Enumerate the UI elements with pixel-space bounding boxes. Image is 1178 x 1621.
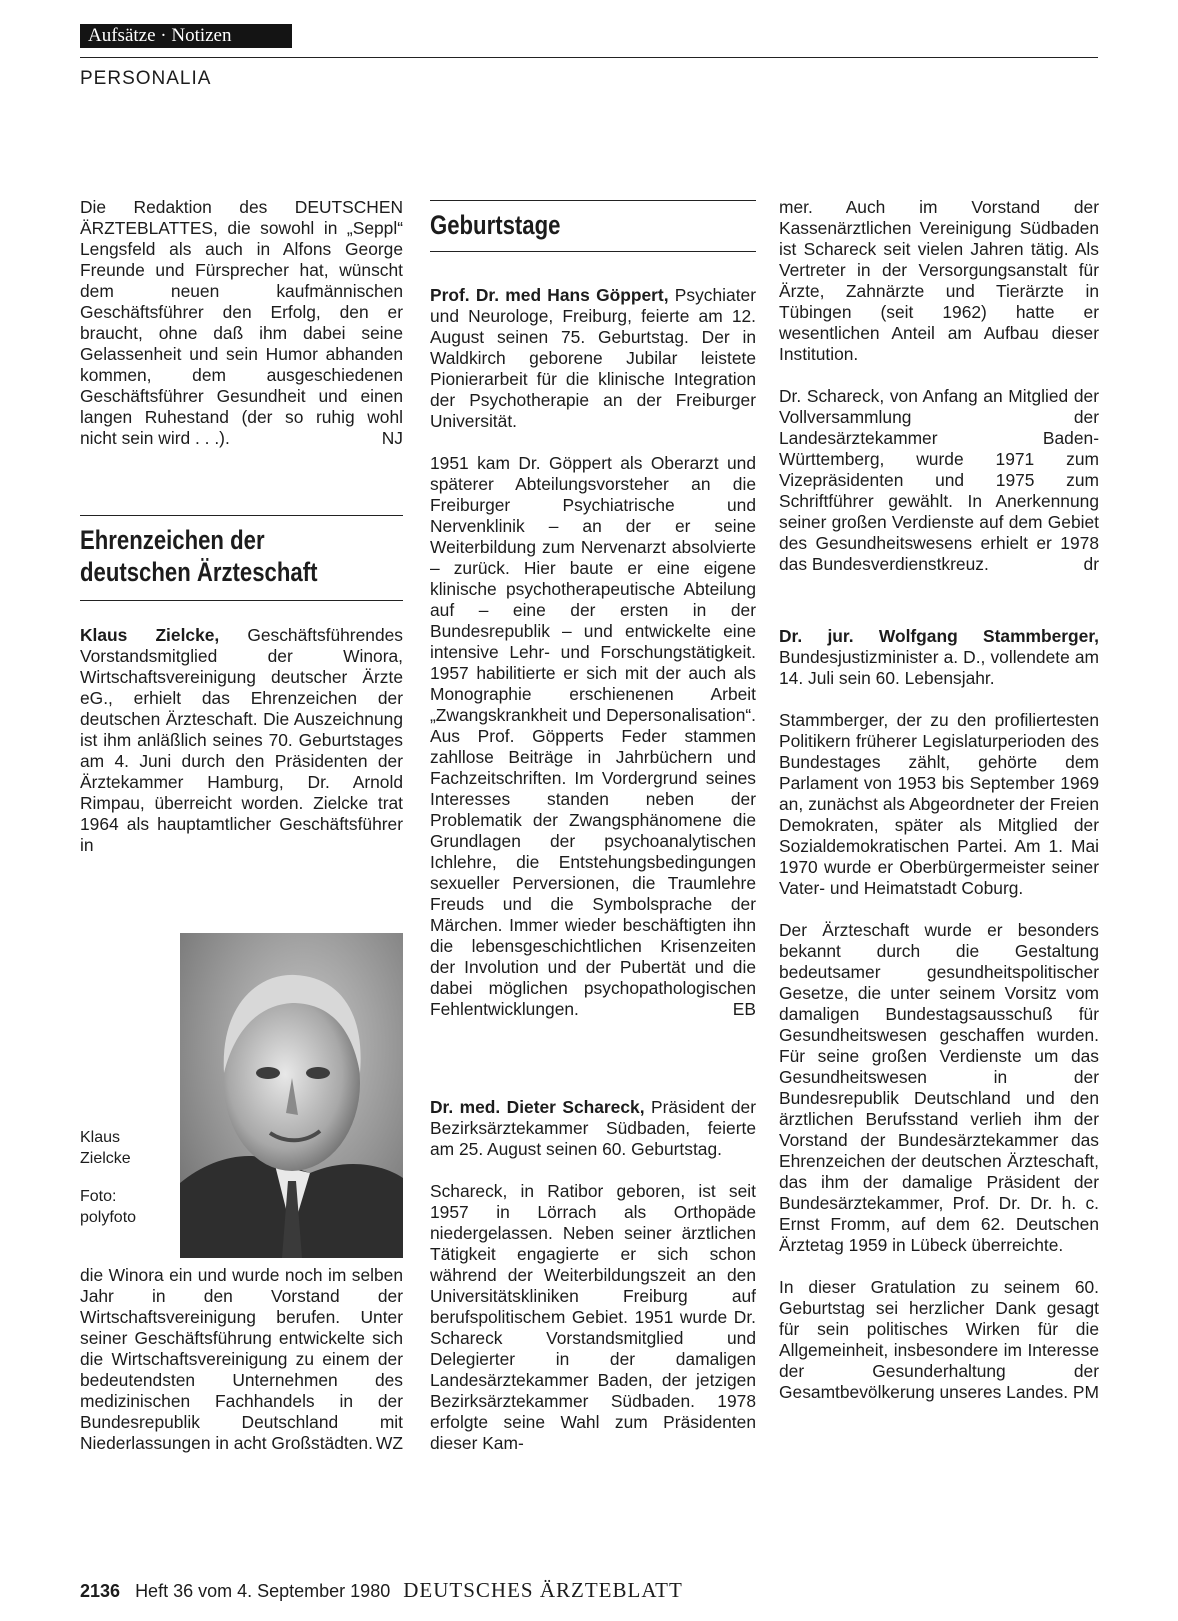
schareck-cont-text: mer. Auch im Vorstand der Kassenärztlichen Vereinigung Südbaden ist Schareck seit vielen Jahren tätig. Als Vertreter in der Versorgungsanstalt für Ärzte, Zahnärzte und Tierärzte in Tübingen (seit 1962) hatte er wesentlichen Anteil am Aufbau dieser Institution. <box>779 197 1099 364</box>
photo-caption <box>80 1127 131 1169</box>
zielcke-name: Klaus Zielcke, <box>80 625 220 645</box>
goeppert-text-2: 1951 kam Dr. Göppert als Oberarzt und späterer Abteilungsvorsteher an die Freiburger Psychiatrische und Nervenklinik – an der er seine Weiterbildung zum Nervenarzt absolvierte – zurück. Hier baute er eine eigene klinische psychotherapeutische Abteilung auf – eine der ersten in der Bundesrepublik – und entwickelte eine intensive Lehr- und Forschungstätigkeit. 1957 habilitierte er sich mit der auch als Monographie erschienenen Arbeit „Zwangskrankheit und Depersonalisation“. Aus Prof. Göpperts Feder stammen zahllose Beiträge in Jahrbüchern und Fachzeitschriften. Im Vordergrund seines Interesses standen neben der Problematik der Zwangsphänomene die Grundlagen der psychoanalytischen Ichlehre, die Entstehungsbedingungen sexueller Perversionen, die Traumlehre Freuds und die Symbolsprache der Märchen. Immer wieder beschäftigten ihn die lebensgeschichtlichen Krisenzeiten der Involution und der Pubertät und die dabei möglichen psychopathologischen Fehlentwicklungen. <box>430 453 756 1019</box>
zielcke-paragraph <box>80 625 403 856</box>
portrait-image <box>180 933 403 1258</box>
ehrenzeichen-heading-line1: Ehrenzeichen der <box>80 525 265 555</box>
credit-line2: polyfoto <box>80 1209 137 1226</box>
issue-info: Heft 36 vom 4. September 1980 <box>135 1581 391 1601</box>
stammberger-paragraph-3 <box>779 920 1099 1256</box>
schareck-continued <box>779 197 1099 365</box>
goeppert-text: Psychiater und Neurologe, Freiburg, feierte am 12. August seinen 75. Geburtstag. Der in Waldkirch geborene Jubilar leistete Pionierarbeit für die klinische Integration der Psychotherapie an der Freiburger Universität. <box>430 285 756 431</box>
schareck-paragraph-2 <box>430 1181 756 1454</box>
stammberger-name: Dr. jur. Wolfgang Stammberger, <box>779 626 1099 646</box>
goeppert-paragraph-1 <box>430 285 756 432</box>
page-footer <box>80 1578 683 1603</box>
schareck-paragraph-1 <box>430 1097 756 1160</box>
ehrenzeichen-heading-line2: deutschen Ärzteschaft <box>80 557 318 587</box>
schareck-paragraph-3 <box>779 386 1099 575</box>
stammberger-paragraph-1 <box>779 626 1099 689</box>
schareck-text-2: Schareck, in Ratibor geboren, ist seit 1957 in Lörrach als Orthopäde niedergelassen. Neben seiner ärztlichen Tätigkeit engagierte er sich schon während der Weiterbildungszeit an den Universitätskliniken Freiburg auf berufspolitischem Gebiet. 1951 wurde Dr. Schareck Vorstandsmitglied und Delegierter in der damaligen Landesärztekammer Baden, der jetzigen Bezirksärztekammer Südbaden. 1978 erfolgte seine Wahl zum Präsidenten dieser Kam- <box>430 1181 756 1453</box>
caption-line1: Klaus <box>80 1129 121 1146</box>
schareck-text: Präsident der Bezirksärztekammer Südbaden, feierte am 25. August seinen 60. Geburtstag. <box>430 1097 756 1159</box>
geburtstage-rule-top <box>430 200 756 201</box>
intro-signature: NJ <box>381 428 403 448</box>
photo-credit <box>80 1186 136 1228</box>
goeppert-name: Prof. Dr. med Hans Göppert, <box>430 285 669 305</box>
goeppert-signature: EB <box>732 999 756 1019</box>
heading-rule-top <box>80 515 403 516</box>
stammberger-text-3: Der Ärzteschaft wurde er besonders bekannt durch die Gestaltung bedeutsamer gesundheitspolitischer Gesetze, die unter seinem Vorsitz vom damaligen Bundestagsausschuß für Gesundheitswesen geschaffen wurden. Für seine großen Verdienste um das Gesundheitswesen in der Bundesrepublik Deutschland und den ärztlichen Berufsstand verlieh ihm der Vorstand der Bundesärztekammer das Ehrenzeichen der deutschen Ärzteschaft, das ihm der damalige Präsident der Bundesärztekammer, Prof. Dr. Dr. h. c. Ernst Fromm, auf dem 62. Deutschen Ärztetag 1959 in Lübeck überreichte. <box>779 920 1099 1255</box>
geburtstage-heading-block <box>430 200 756 252</box>
schareck-text-3: Dr. Schareck, von Anfang an Mitglied der Vollversammlung der Landesärztekammer Baden-Württemberg, wurde 1971 zum Vizepräsidenten und 1975 zum Schriftführer gewählt. In Anerkennung seiner großen Verdienste auf dem Gebiet des Gesundheitswesens erhielt er 1978 das Bundesverdienstkreuz. <box>779 386 1099 574</box>
zielcke-cont-text: die Winora ein und wurde noch im selben Jahr in den Vorstand der Wirtschaftsvereinigung berufen. Unter seiner Geschäftsführung entwickelte sich die Wirtschaftsvereinigung zu einem der bedeutendsten Unternehmen des medizinischen Fachhandels in der Bundesrepublik Deutschland mit Niederlassungen in acht Großstädten. <box>80 1265 403 1453</box>
header-rule <box>80 57 1098 58</box>
stammberger-paragraph-2 <box>779 710 1099 899</box>
schareck-name: Dr. med. Dieter Schareck, <box>430 1097 645 1117</box>
heading-rule-bottom <box>80 600 403 601</box>
schareck-signature: dr <box>1083 554 1099 574</box>
stammberger-text-4: In dieser Gratulation zu seinem 60. Geburtstag sei herzlicher Dank gesagt für sein politisches Wirken für die Allgemeinheit, insbesondere im Interesse der Gesunderhaltung der Gesamtbevölkerung unseres Landes. <box>779 1277 1099 1402</box>
zielcke-signature: WZ <box>375 1433 403 1453</box>
stammberger-text-2: Stammberger, der zu den profiliertesten Politikern früherer Legislaturperioden des Bundestages zählt, gehörte dem Parlament von 1953 bis September 1969 an, zunächst als Abgeordneter der Freien Demokraten, später als Mitglied der Sozialdemokratischen Partei. Am 1. Mai 1970 wurde er Oberbürgermeister seiner Vater- und Heimatstadt Coburg. <box>779 710 1099 898</box>
page-number: 2136 <box>80 1581 121 1601</box>
section-tag: Aufsätze · Notizen <box>80 24 292 48</box>
portrait-photo <box>180 933 403 1258</box>
zielcke-article <box>80 625 403 856</box>
stammberger-paragraph-4 <box>779 1277 1099 1403</box>
zielcke-cont-paragraph <box>80 1265 403 1454</box>
intro-paragraph <box>80 197 403 449</box>
stammberger-signature: PM <box>1072 1382 1099 1402</box>
geburtstage-rule-bottom <box>430 251 756 252</box>
goeppert-article <box>430 285 756 1020</box>
zielcke-continued <box>80 1265 403 1454</box>
stammberger-article <box>779 626 1099 1403</box>
stammberger-text: Bundesjustizminister a. D., vollendete am 14. Juli sein 60. Lebensjahr. <box>779 647 1099 688</box>
ehrenzeichen-heading-block <box>80 515 403 601</box>
column-1-top <box>80 197 403 449</box>
section-label: PERSONALIA <box>80 68 212 89</box>
schareck-article <box>430 1097 756 1454</box>
goeppert-paragraph-2 <box>430 453 756 1020</box>
column-3-top <box>779 197 1099 575</box>
caption-line2: Zielcke <box>80 1150 131 1167</box>
zielcke-text: Geschäftsführendes Vorstandsmitglied der Winora, Wirtschaftsvereinigung deutscher Ärzte eG., erhielt das Ehrenzeichen der deutschen Ärzteschaft. Die Auszeichnung ist ihm anläßlich seines 70. Geburtstages am 4. Juni durch den Präsidenten der Ärztekammer Hamburg, Dr. Arnold Rimpau, überreicht worden. Zielcke trat 1964 als hauptamtlicher Geschäftsführer in <box>80 625 403 855</box>
intro-text: Die Redaktion des DEUTSCHEN ÄRZTEBLATTES, die sowohl in „Seppl“ Lengsfeld als auch in Alfons George Freunde und Fürsprecher hat, wünscht dem neuen kaufmännischen Geschäftsführer den Erfolg, den er braucht, ohne daß ihm dabei seine Gelassenheit und sein Humor abhanden kommen, dem ausgeschiedenen Geschäftsführer Gesundheit und einen langen Ruhestand (der so ruhig wohl nicht sein wird . . .). <box>80 197 403 448</box>
credit-line1: Foto: <box>80 1188 117 1205</box>
geburtstage-heading: Geburtstage <box>430 210 561 240</box>
magazine-title: DEUTSCHES ÄRZTEBLATT <box>403 1578 683 1602</box>
